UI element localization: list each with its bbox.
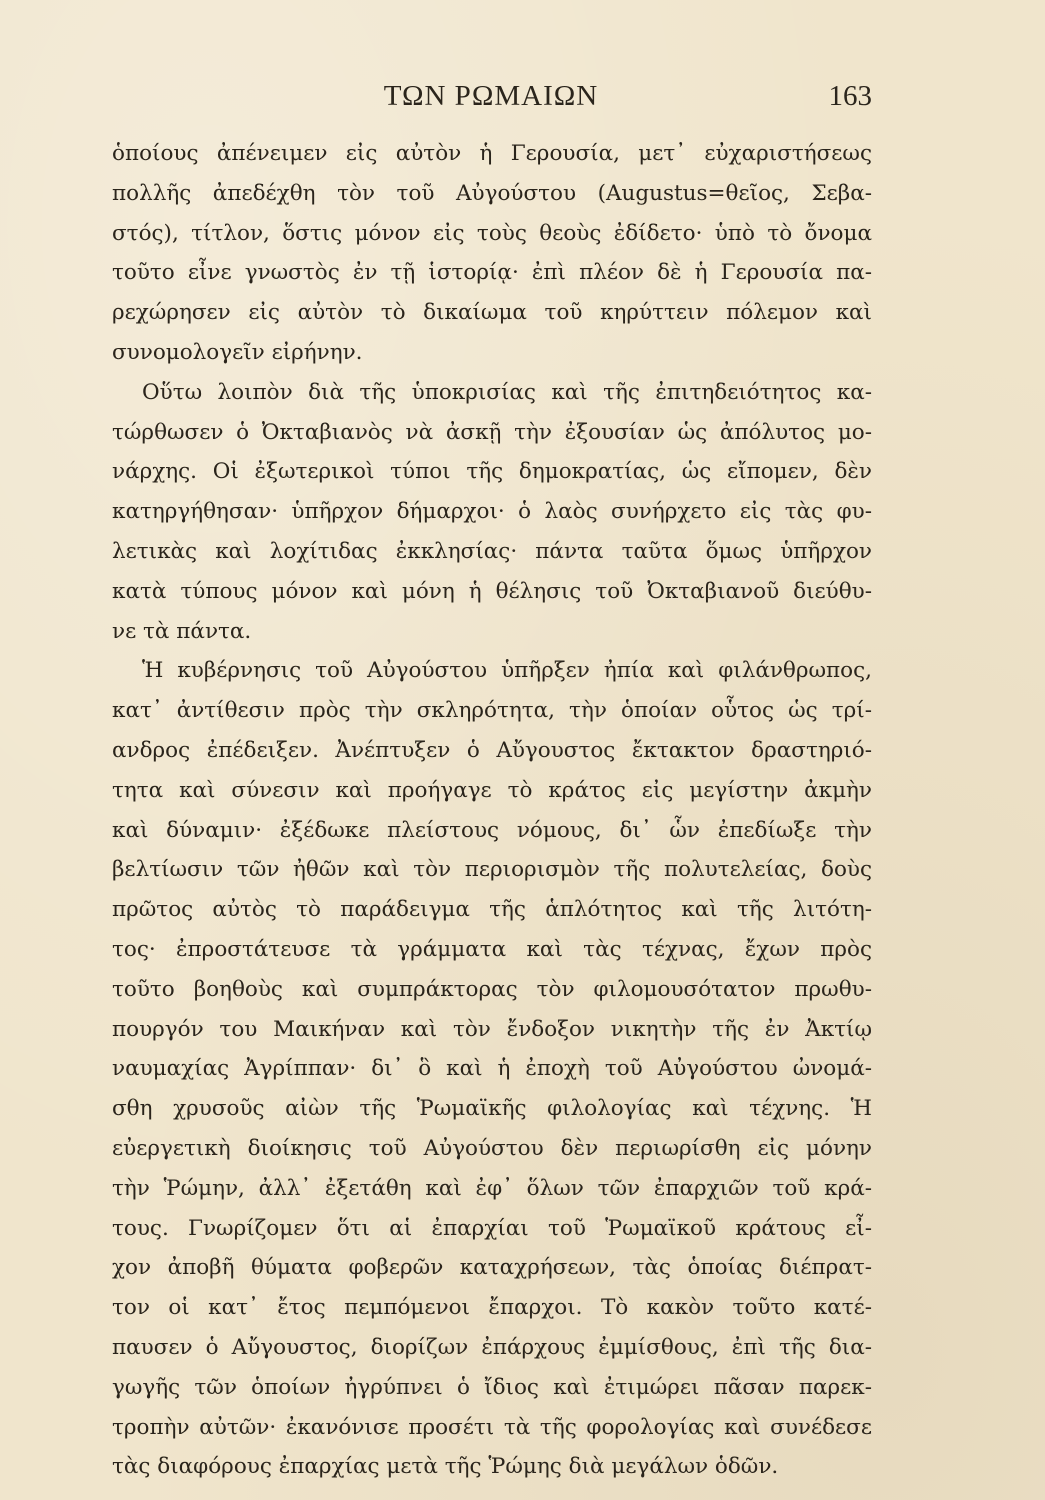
- text-line: ρεχώρησεν εἰς αὐτὸν τὸ δικαίωμα τοῦ κηρύττειν πόλεμον καὶ: [112, 300, 872, 326]
- text-line: πολλῆς ἀπεδέχθη τὸν τοῦ Αὐγούστου (Augustus=θεῖος, Σεβα-: [112, 180, 872, 206]
- text-line: χον ἀποβῆ θύματα φοβερῶν καταχρήσεων, τὰς ὁποίας διέπρατ-: [112, 1255, 872, 1281]
- text-line: συνομολογεῖν εἰρήνην.: [112, 339, 363, 365]
- text-line: λετικὰς καὶ λοχίτιδας ἐκκλησίας· πάντα ταῦτα ὅμως ὑπῆρχον: [112, 538, 872, 564]
- text-line: νάρχης. Οἱ ἐξωτερικοὶ τύποι τῆς δημοκρατίας, ὡς εἴπομεν, δὲν: [112, 459, 872, 485]
- running-head: [110, 80, 872, 120]
- text-line: τὰς διαφόρους ἐπαρχίας μετὰ τῆς Ῥώμης διὰ μεγάλων ὁδῶν.: [112, 1454, 779, 1480]
- page-number: 163: [828, 80, 872, 112]
- text-line: εὐεργετικὴ διοίκησις τοῦ Αὐγούστου δὲν περιωρίσθη εἰς μόνην: [112, 1135, 872, 1161]
- text-line: σθη χρυσοῦς αἰὼν τῆς Ῥωμαϊκῆς φιλολογίας καὶ τέχνης. Ἡ: [112, 1096, 872, 1122]
- text-line: Ἡ κυβέρνησις τοῦ Αὐγούστου ὑπῆρξεν ἠπία καὶ φιλάνθρωπος,: [142, 658, 872, 684]
- text-line: βελτίωσιν τῶν ἠθῶν καὶ τὸν περιορισμὸν τῆς πολυτελείας, δοὺς: [112, 857, 872, 883]
- running-title: ΤΩΝ ΡΩΜΑΙΩΝ: [383, 80, 599, 112]
- text-line: τροπὴν αὐτῶν· ἐκανόνισε προσέτι τὰ τῆς φορολογίας καὶ συνέδεσε: [112, 1414, 872, 1440]
- text-line: τον οἱ κατ᾽ ἔτος πεμπόμενοι ἔπαρχοι. Τὸ κακὸν τοῦτο κατέ-: [112, 1295, 872, 1321]
- text-line: τητα καὶ σύνεσιν καὶ προήγαγε τὸ κράτος εἰς μεγίστην ἀκμὴν: [112, 777, 872, 803]
- text-line: τοῦτο εἶνε γνωστὸς ἐν τῇ ἱστορίᾳ· ἐπὶ πλέον δὲ ἡ Γερουσία πα-: [112, 260, 872, 286]
- text-line: κατὰ τύπους μόνον καὶ μόνη ἡ θέλησις τοῦ Ὀκταβιανοῦ διεύθυ-: [112, 578, 872, 604]
- text-line: στός), τίτλον, ὅστις μόνον εἰς τοὺς θεοὺς ἐδίδετο· ὑπὸ τὸ ὄνομα: [112, 220, 872, 246]
- text-line: τος· ἐπροστάτευσε τὰ γράμματα καὶ τὰς τέχνας, ἔχων πρὸς: [112, 936, 872, 962]
- text-line: τὴν Ῥώμην, ἀλλ᾽ ἐξετάθη καὶ ἐφ᾽ ὅλων τῶν ἐπαρχιῶν τοῦ κρά-: [112, 1175, 872, 1201]
- text-line: παυσεν ὁ Αὔγουστος, διορίζων ἐπάρχους ἐμμίσθους, ἐπὶ τῆς δια-: [112, 1334, 872, 1360]
- text-line: πουργόν του Μαικήναν καὶ τὸν ἔνδοξον νικητὴν τῆς ἐν Ἀκτίῳ: [112, 1016, 872, 1042]
- text-line: κατ᾽ ἀντίθεσιν πρὸς τὴν σκληρότητα, τὴν ὁποίαν οὗτος ὡς τρί-: [112, 698, 872, 724]
- text-line: ὁποίους ἀπένειμεν εἰς αὐτὸν ἡ Γερουσία, μετ᾽ εὐχαριστήσεως: [112, 141, 872, 166]
- text-line: πρῶτος αὐτὸς τὸ παράδειγμα τῆς ἁπλότητος καὶ τῆς λιτότη-: [112, 897, 872, 923]
- text-line: τοῦτο βοηθοὺς καὶ συμπράκτορας τὸν φιλομουσότατον πρωθυ-: [112, 976, 872, 1002]
- text-line: νε τὰ πάντα.: [112, 618, 252, 644]
- text-line: Οὕτω λοιπὸν διὰ τῆς ὑποκρισίας καὶ τῆς ἐπιτηδειότητος κα-: [142, 379, 872, 405]
- text-line: γωγῆς τῶν ὁποίων ἠγρύπνει ὁ ἴδιος καὶ ἐτιμώρει πᾶσαν παρεκ-: [112, 1374, 872, 1400]
- text-line: κατηργήθησαν· ὑπῆρχον δήμαρχοι· ὁ λαὸς συνήρχετο εἰς τὰς φυ-: [112, 499, 872, 525]
- body-text: [112, 134, 872, 1487]
- text-line: τους. Γνωρίζομεν ὅτι αἱ ἐπαρχίαι τοῦ Ῥωμαϊκοῦ κράτους εἶ-: [112, 1215, 872, 1241]
- text-line: ναυμαχίας Ἀγρίππαν· δι᾽ ὃ καὶ ἡ ἐποχὴ τοῦ Αὐγούστου ὠνομά-: [112, 1056, 872, 1082]
- text-line: ανδρος ἐπέδειξεν. Ἀνέπτυξεν ὁ Αὔγουστος ἔκτακτον δραστηριό-: [112, 737, 872, 763]
- text-line: καὶ δύναμιν· ἐξέδωκε πλείστους νόμους, δι᾽ ὧν ἐπεδίωξε τὴν: [112, 817, 872, 843]
- text-line: τώρθωσεν ὁ Ὀκταβιανὸς νὰ ἀσκῇ τὴν ἐξουσίαν ὡς ἀπόλυτος μο-: [112, 419, 872, 445]
